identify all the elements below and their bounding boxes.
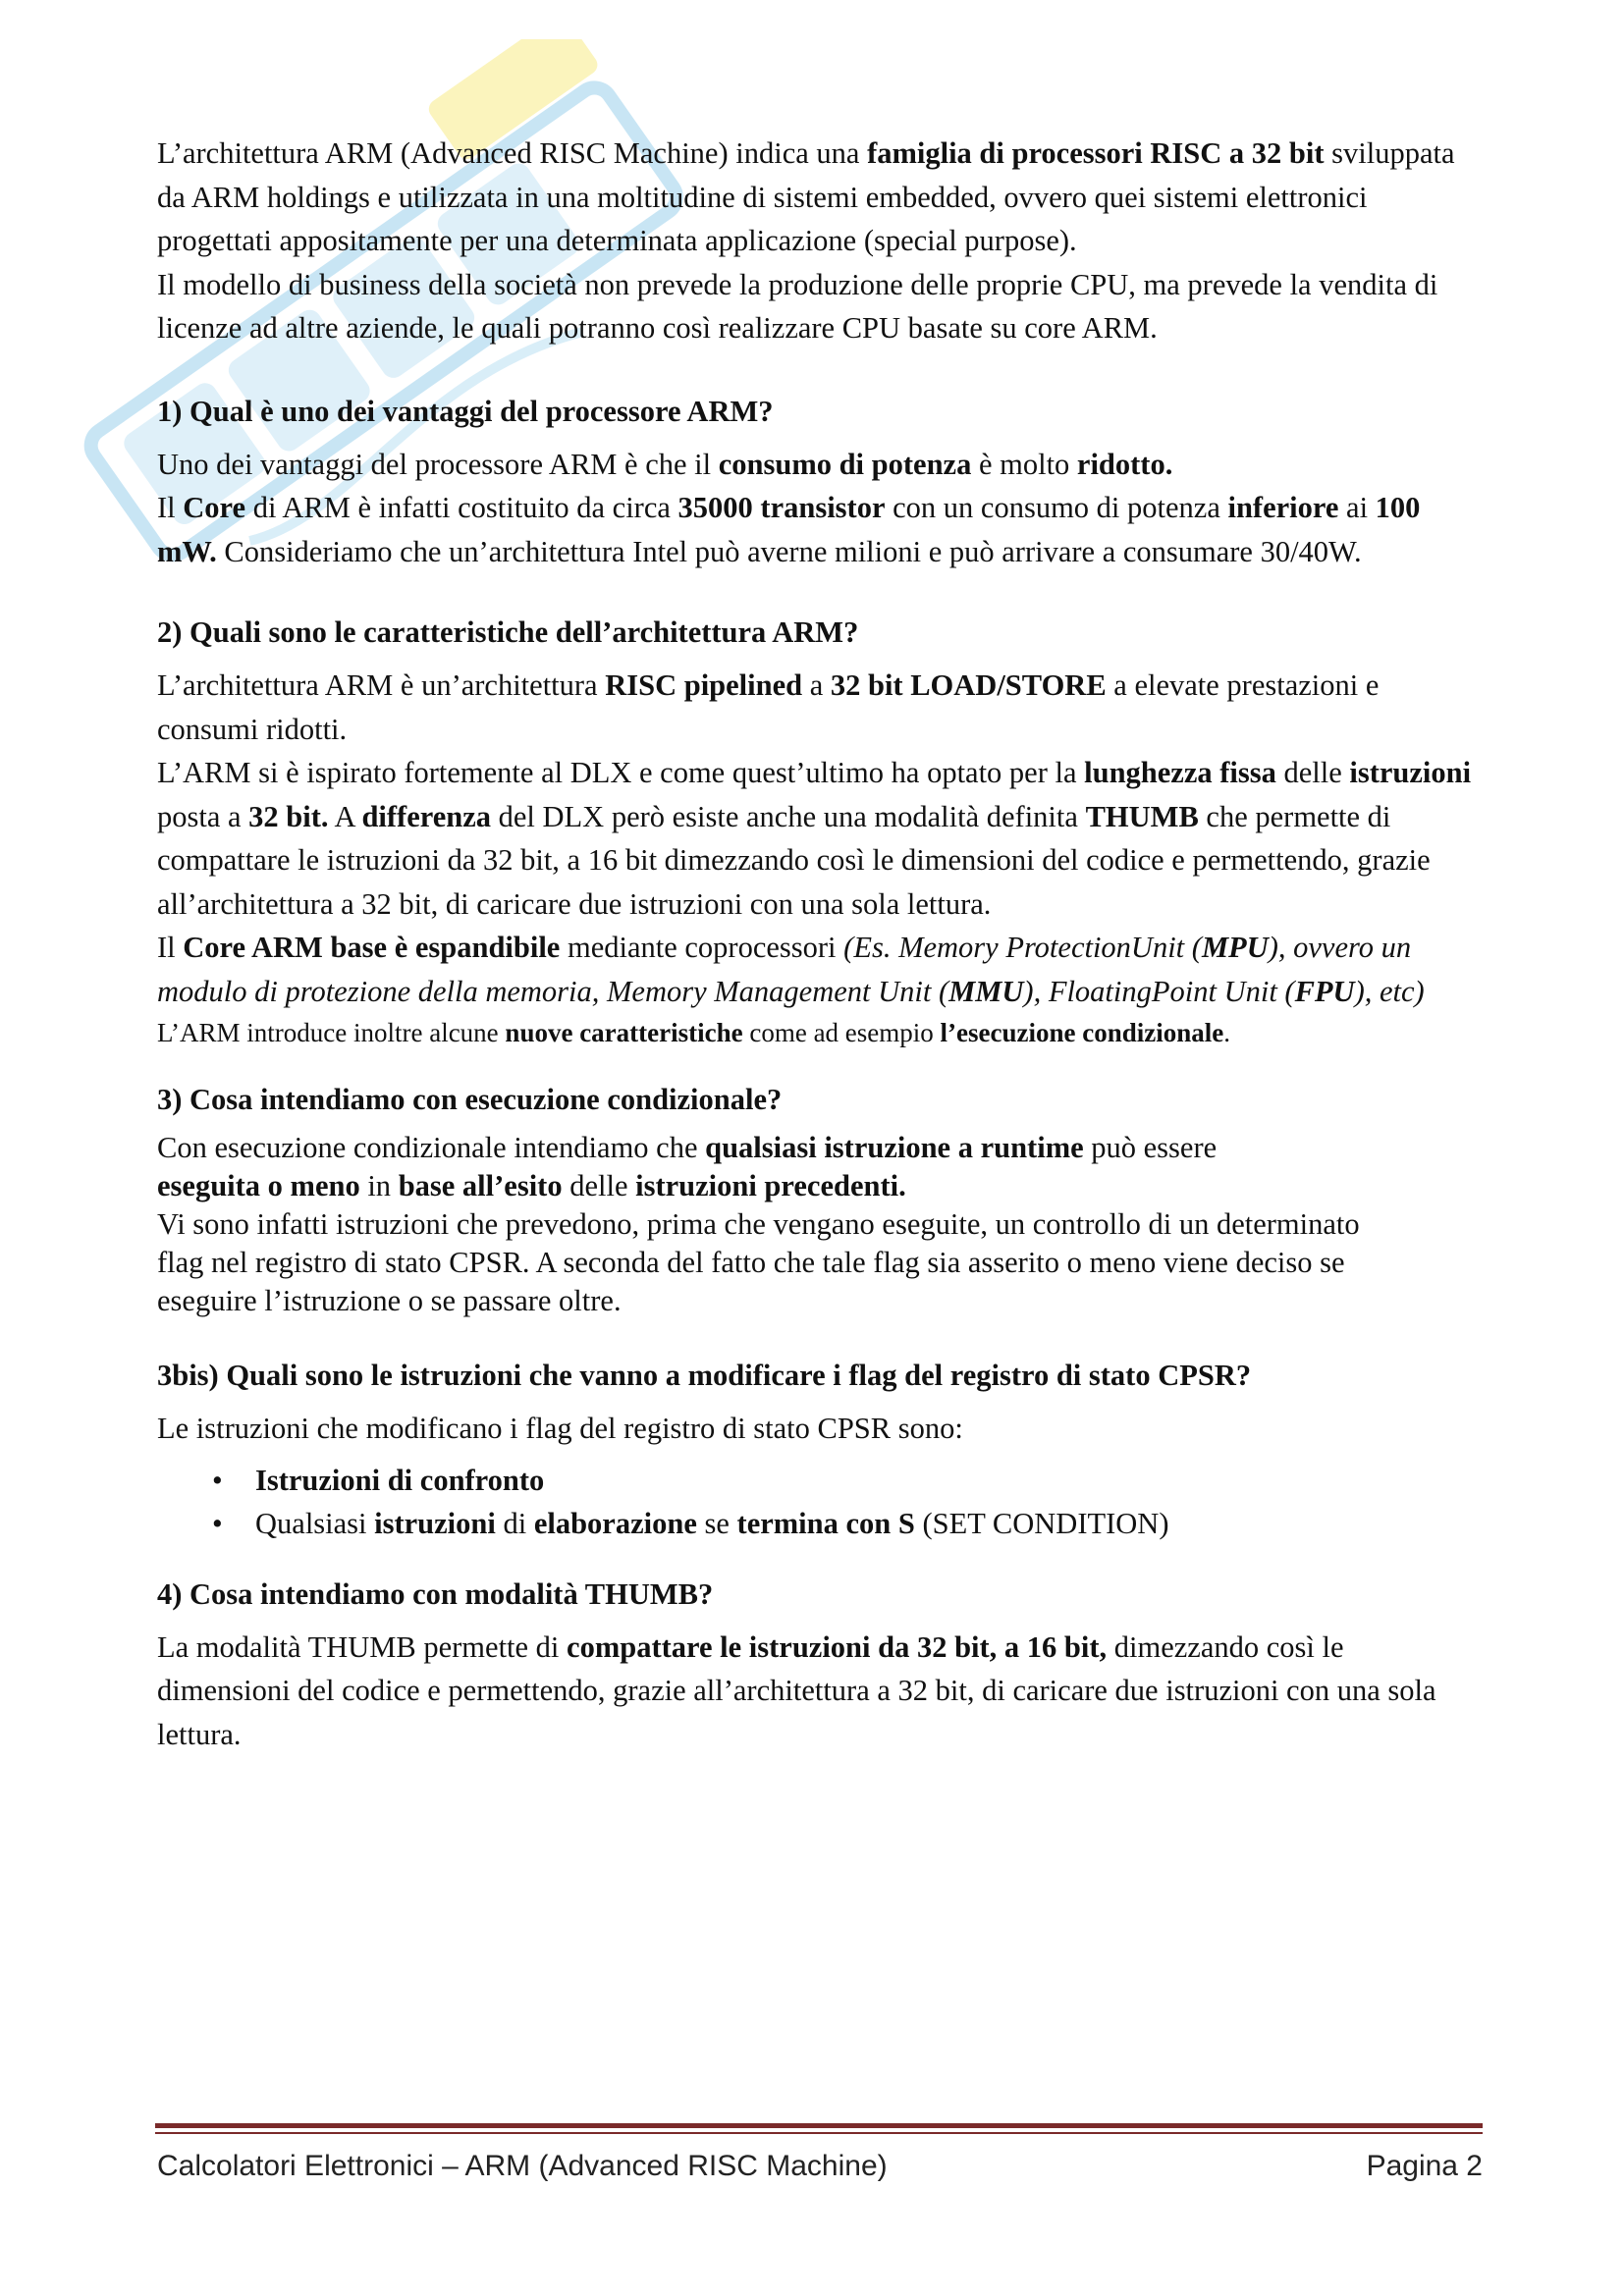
q1-answer: Uno dei vantaggi del processore ARM è che il consumo di potenza è molto ridotto. Il Core di ARM è infatti costituito da circa 35000 transistor con un consumo di potenza inferiore ai 100 mW. Consideriamo che un’architettura Intel può averne milioni e può arrivare a consumare 30/40W.: [157, 447, 1421, 568]
q3-paragraph-1: Con esecuzione condizionale intendiamo che qualsiasi istruzione a runtime può essere eseguita o meno in base all’esito delle istruzioni precedenti.: [157, 1131, 1218, 1202]
page-number: Pagina 2: [1366, 2150, 1483, 2182]
q3-heading: 3) Cosa intendiamo con esecuzione condizionale?: [157, 1083, 783, 1116]
q3-paragraph-2: Vi sono infatti istruzioni che prevedono, prima che vengano eseguite, un controllo di un determinato flag nel registro di stato CPSR. A seconda del fatto che tale flag sia asserito o meno viene deciso se eseguire l’istruzione o se passare oltre.: [157, 1207, 1360, 1317]
intro-paragraph-2: Il modello di business della società non prevede la produzione delle proprie CPU, ma prevede la vendita di licenze ad altre aziende, le quali potranno così realizzare CPU basate su core ARM.: [157, 267, 1438, 345]
list-item: • Qualsiasi istruzioni di elaborazione se termina con S (SET CONDITION): [157, 1502, 1483, 1545]
intro-bold: famiglia di processori RISC a 32 bit: [867, 136, 1325, 170]
intro-section: [157, 132, 1483, 350]
q3bis-heading: 3bis) Quali sono le istruzioni che vanno a modificare i flag del registro di stato CPSR?: [157, 1359, 1252, 1392]
q4-answer: La modalità THUMB permette di compattare le istruzioni da 32 bit, a 16 bit, dimezzando così le dimensioni del codice e permettendo, grazie all’architettura a 32 bit, di caricare due istruzioni con una sola lettura.: [157, 1629, 1436, 1751]
q2-paragraph-1: L’architettura ARM è un’architettura RISC pipelined a 32 bit LOAD/STORE a elevate prestazioni e consumi ridotti.: [157, 668, 1380, 746]
footer-title: Calcolatori Elettronici – ARM (Advanced RISC Machine): [157, 2150, 888, 2182]
list-item: • Istruzioni di confronto: [157, 1459, 1483, 1502]
bullet-icon: •: [212, 1463, 223, 1497]
footer-rule: [155, 2123, 1483, 2128]
q3bis-list: [157, 1459, 1483, 1545]
q2-paragraph-4: L’ARM introduce inoltre alcune nuove caratteristiche come ad esempio l’esecuzione condizionale.: [157, 1018, 1230, 1047]
q2-paragraph-3: Il Core ARM base è espandibile mediante coprocessori (Es. Memory ProtectionUnit (MPU), ovvero un modulo di protezione della memoria, Memory Management Unit (MMU), FloatingPoint Unit (FPU), etc): [157, 931, 1425, 1008]
q3bis-intro: Le istruzioni che modificano i flag del registro di stato CPSR sono:: [157, 1412, 963, 1445]
q4-heading: 4) Cosa intendiamo con modalità THUMB?: [157, 1576, 714, 1611]
q1-heading: 1) Qual è uno dei vantaggi del processore ARM?: [157, 394, 774, 428]
bullet-icon: •: [212, 1506, 223, 1540]
q2-paragraph-2: L’ARM si è ispirato fortemente al DLX e come quest’ultimo ha optato per la lunghezza fissa delle istruzioni posta a 32 bit. A differenza del DLX però esiste anche una modalità definita THUMB che permette di compattare le istruzioni da 32 bit, a 16 bit dimezzando così le dimensioni del codice e permettendo, grazie all’architettura a 32 bit, di caricare due istruzioni con una sola lettura.: [157, 756, 1472, 921]
page-content: [157, 132, 1483, 1756]
footer-rule-thin: [155, 2132, 1483, 2134]
q2-heading: 2) Quali sono le caratteristiche dell’architettura ARM?: [157, 615, 859, 649]
intro-paragraph: L’architettura ARM (Advanced RISC Machine) indica una famiglia di processori RISC a 32 bit sviluppata da ARM holdings e utilizzata in una moltitudine di sistemi embedded, ovvero quei sistemi elettronici progettati appositamente per una determinata applicazione (special purpose).: [157, 136, 1455, 257]
